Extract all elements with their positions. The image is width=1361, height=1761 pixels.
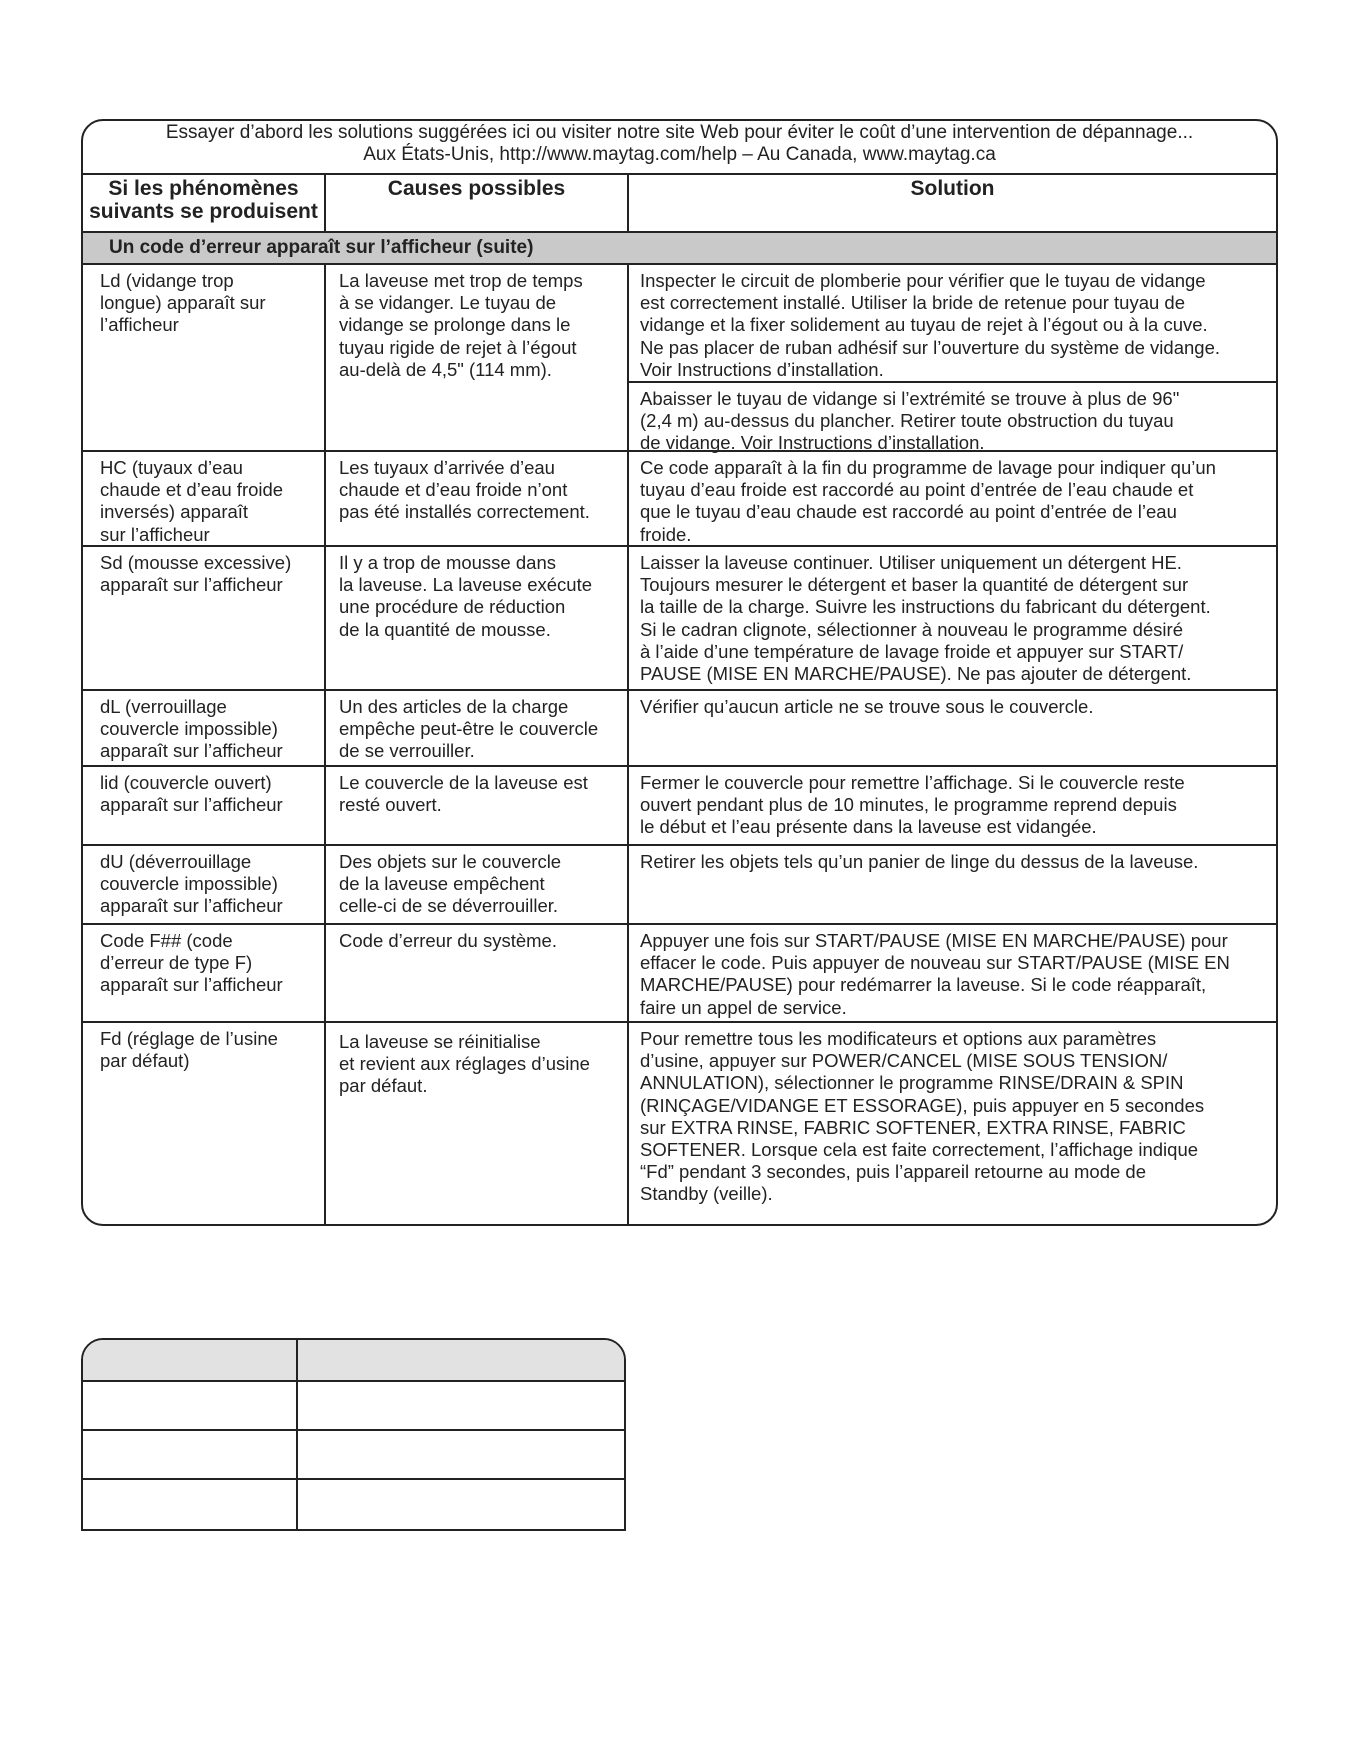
column-header-row (83, 175, 1276, 233)
blank-header-cell (298, 1340, 624, 1380)
intro-line-1: Essayer d’abord les solutions suggérées ici ou visiter notre site Web pour éviter le coût d’une intervention de dépannage... (165, 122, 1194, 143)
cause-cell: Un des articles de la charge empêche peut-être le couvercle de se verrouiller. (326, 691, 629, 765)
solution-cell: Ce code apparaît à la fin du programme de lavage pour indiquer qu’un tuyau d’eau froide est raccordé au point d’entrée de l’eau chaude et que le tuyau d’eau chaude est raccordé au point d’entrée de l’eau froide. (640, 457, 1216, 545)
cause-cell: Les tuyaux d’arrivée d’eau chaude et d’eau froide n’ont pas été installés correctement. (326, 452, 629, 545)
symptom-cell: Ld (vidange trop longue) apparaît sur l’afficheur (83, 265, 326, 450)
blank-table-row (83, 1431, 624, 1480)
table-row-lid (83, 767, 1276, 846)
column-header-solution: Solution (910, 177, 995, 200)
solution-cell: Pour remettre tous les modificateurs et options aux paramètres d’usine, appuyer sur POWER/CANCEL (MISE SOUS TENSION/ ANNULATION), sélectionner le programme RINSE/DRAIN & SPIN (RINÇAGE/VIDANGE ET ESSORAGE), puis appuyer en 5 secondes sur EXTRA RINSE, FABRIC SOFTENER, EXTRA RINSE, FABRIC SOFTENER. Lorsque cela est faite correctement, l’affichage indique “Fd” pendant 3 secondes, puis l’appareil retourne au mode de Standby (veille). (640, 1028, 1205, 1205)
blank-cell (83, 1431, 298, 1478)
cause-cell: Des objets sur le couvercle de la laveuse empêchent celle-ci de se déverrouiller. (326, 846, 629, 923)
table-row-code-f (83, 925, 1276, 1023)
cause-cell: Code d’erreur du système. (326, 925, 629, 1021)
solution-cell: Appuyer une fois sur START/PAUSE (MISE EN MARCHE/PAUSE) pour effacer le code. Puis appuyer de nouveau sur START/PAUSE (MISE EN MARCHE/PAUSE) pour redémarrer la laveuse. Si le code réapparaît, faire un appel de service. (640, 930, 1230, 1018)
solution-cell: Laisser la laveuse continuer. Utiliser uniquement un détergent HE. Toujours mesurer le détergent et baser la quantité de détergent sur la taille de la charge. Suivre les instructions du fabricant du détergent. Si le cadran clignote, sélectionner à nouveau le programme désiré à l’aide d’une température de lavage froide et appuyer sur START/ PAUSE (MISE EN MARCHE/PAUSE). Ne pas ajouter de détergent. (640, 552, 1211, 685)
symptom-cell: lid (couvercle ouvert) apparaît sur l’afficheur (83, 767, 326, 844)
blank-cell (298, 1382, 624, 1429)
cause-cell: Il y a trop de mousse dans la laveuse. La laveuse exécute une procédure de réduction de la quantité de mousse. (326, 547, 629, 689)
cause-cell: La laveuse met trop de temps à se vidanger. Le tuyau de vidange se prolonge dans le tuyau rigide de rejet à l’égout au-delà de 4,5" (114 mm). (326, 265, 629, 450)
symptom-cell: dU (déverrouillage couvercle impossible) apparaît sur l’afficheur (83, 846, 326, 923)
section-title: Un code d’erreur apparaît sur l’afficheur (suite) (83, 233, 1276, 265)
blank-table-row (83, 1382, 624, 1431)
table-row-sd (83, 547, 1276, 691)
cause-cell: La laveuse se réinitialise et revient aux réglages d’usine par défaut. (326, 1023, 629, 1224)
table-row-ld (83, 265, 1276, 452)
blank-cell (298, 1480, 624, 1531)
blank-table-header (83, 1340, 624, 1382)
blank-header-cell (83, 1340, 298, 1380)
table-row-du (83, 846, 1276, 925)
symptom-cell: Fd (réglage de l’usine par défaut) (83, 1023, 326, 1224)
table-row-fd (83, 1023, 1276, 1224)
solution-block: Abaisser le tuyau de vidange si l’extrémité se trouve à plus de 96" (2,4 m) au-dessus du plancher. Retirer toute obstruction du tuyau de vidange. Voir Instructions d’installation. (629, 381, 1276, 455)
blank-table (81, 1338, 626, 1531)
troubleshooting-table (81, 119, 1278, 1226)
intro-banner (83, 121, 1276, 175)
column-header-symptom: Si les phénomènes suivants se produisent (83, 175, 326, 231)
solution-cell: Vérifier qu’aucun article ne se trouve sous le couvercle. (640, 696, 1094, 717)
symptom-cell: dL (verrouillage couvercle impossible) apparaît sur l’afficheur (83, 691, 326, 765)
table-row-dl (83, 691, 1276, 767)
blank-table-row (83, 1480, 624, 1531)
blank-cell (83, 1480, 298, 1531)
symptom-cell: Code F## (code d’erreur de type F) apparaît sur l’afficheur (83, 925, 326, 1021)
blank-cell (83, 1382, 298, 1429)
solution-cell: Fermer le couvercle pour remettre l’affichage. Si le couvercle reste ouvert pendant plus de 10 minutes, le programme reprend depuis le début et l’eau présente dans la laveuse est vidangée. (640, 772, 1185, 838)
cause-cell: Le couvercle de la laveuse est resté ouvert. (326, 767, 629, 844)
solution-cell: Retirer les objets tels qu’un panier de linge du dessus de la laveuse. (640, 851, 1199, 872)
symptom-cell: HC (tuyaux d’eau chaude et d’eau froide inversés) apparaît sur l’afficheur (83, 452, 326, 545)
solution-block: Inspecter le circuit de plomberie pour vérifier que le tuyau de vidange est correctement installé. Utiliser la bride de retenue pour tuyau de vidange et la fixer solidement au tuyau de rejet à l’égout ou à la cuve. Ne pas placer de ruban adhésif sur l’ouverture du système de vidange. Voir Instructions d’installation. (640, 270, 1221, 380)
table-row-hc (83, 452, 1276, 547)
column-header-cause: Causes possibles (326, 175, 629, 231)
blank-cell (298, 1431, 624, 1478)
intro-line-2: Aux États-Unis, http://www.maytag.com/help – Au Canada, www.maytag.ca (363, 144, 996, 165)
symptom-cell: Sd (mousse excessive) apparaît sur l’afficheur (83, 547, 326, 689)
solution-cell (629, 265, 1276, 454)
